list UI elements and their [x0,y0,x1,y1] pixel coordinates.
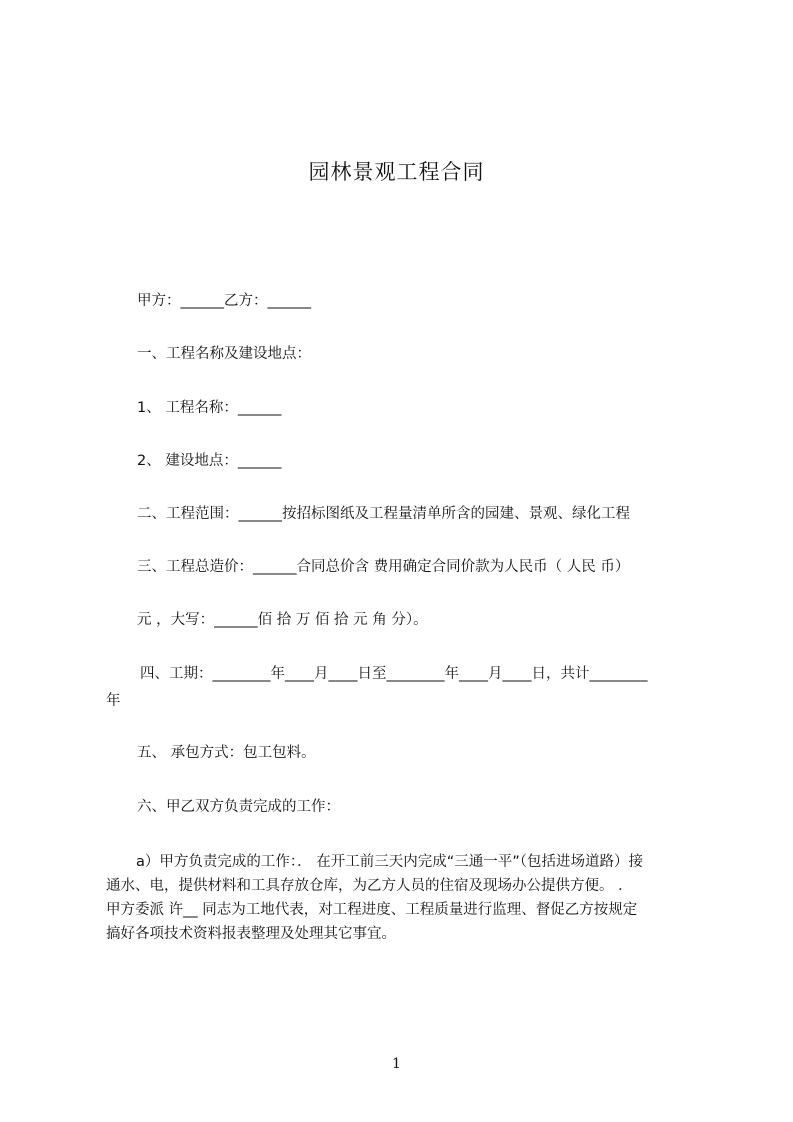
section-3-total-cost: 三、工程总造价：______合同总价含 费用确定合同价款为人民币（ 人民 币） [137,559,630,575]
section-1-heading: 一、工程名称及建设地点： [137,346,311,362]
construction-site-item: 2、 建设地点：______ [137,453,282,469]
document-title: 园林景观工程合同 [308,160,485,185]
section-4-duration-cont: 年 [106,693,121,709]
parties-line: 甲方：______乙方：______ [137,293,311,309]
section-4-duration: 四、工期：________年____月____日至________年____月____日，共计________ [140,666,648,682]
paragraph-line: 搞好各项技术资料报表整理及处理其它事宜。 [106,926,396,942]
party-a-duties-paragraph [106,850,716,946]
paragraph-line: 通水、电，提供材料和工具存放仓库，为乙方人员的住宿及现场办公提供方便。 ． [106,878,633,894]
page-number: 1 [392,1056,401,1072]
section-2-scope: 二、工程范围：______按招标图纸及工程量清单所含的园建、景观、绿化工程 [137,506,630,522]
paragraph-line: a）甲方负责完成的工作：． 在开工前三天内完成“三通一平”（包括进场道路）接 [136,854,644,870]
section-6-heading: 六、甲乙双方负责完成的工作： [137,799,340,815]
project-name-item: 1、 工程名称：______ [137,400,282,416]
section-5-contract-mode: 五、 承包方式：包工包料。 [137,745,316,761]
paragraph-line: 甲方委派 许__ 同志为工地代表，对工程进度、工程质量进行监理、督促乙方按规定 [106,902,638,918]
section-3-amount-in-words: 元 ，大写：______佰 拾 万 佰 拾 元 角 分）。 [137,612,428,628]
